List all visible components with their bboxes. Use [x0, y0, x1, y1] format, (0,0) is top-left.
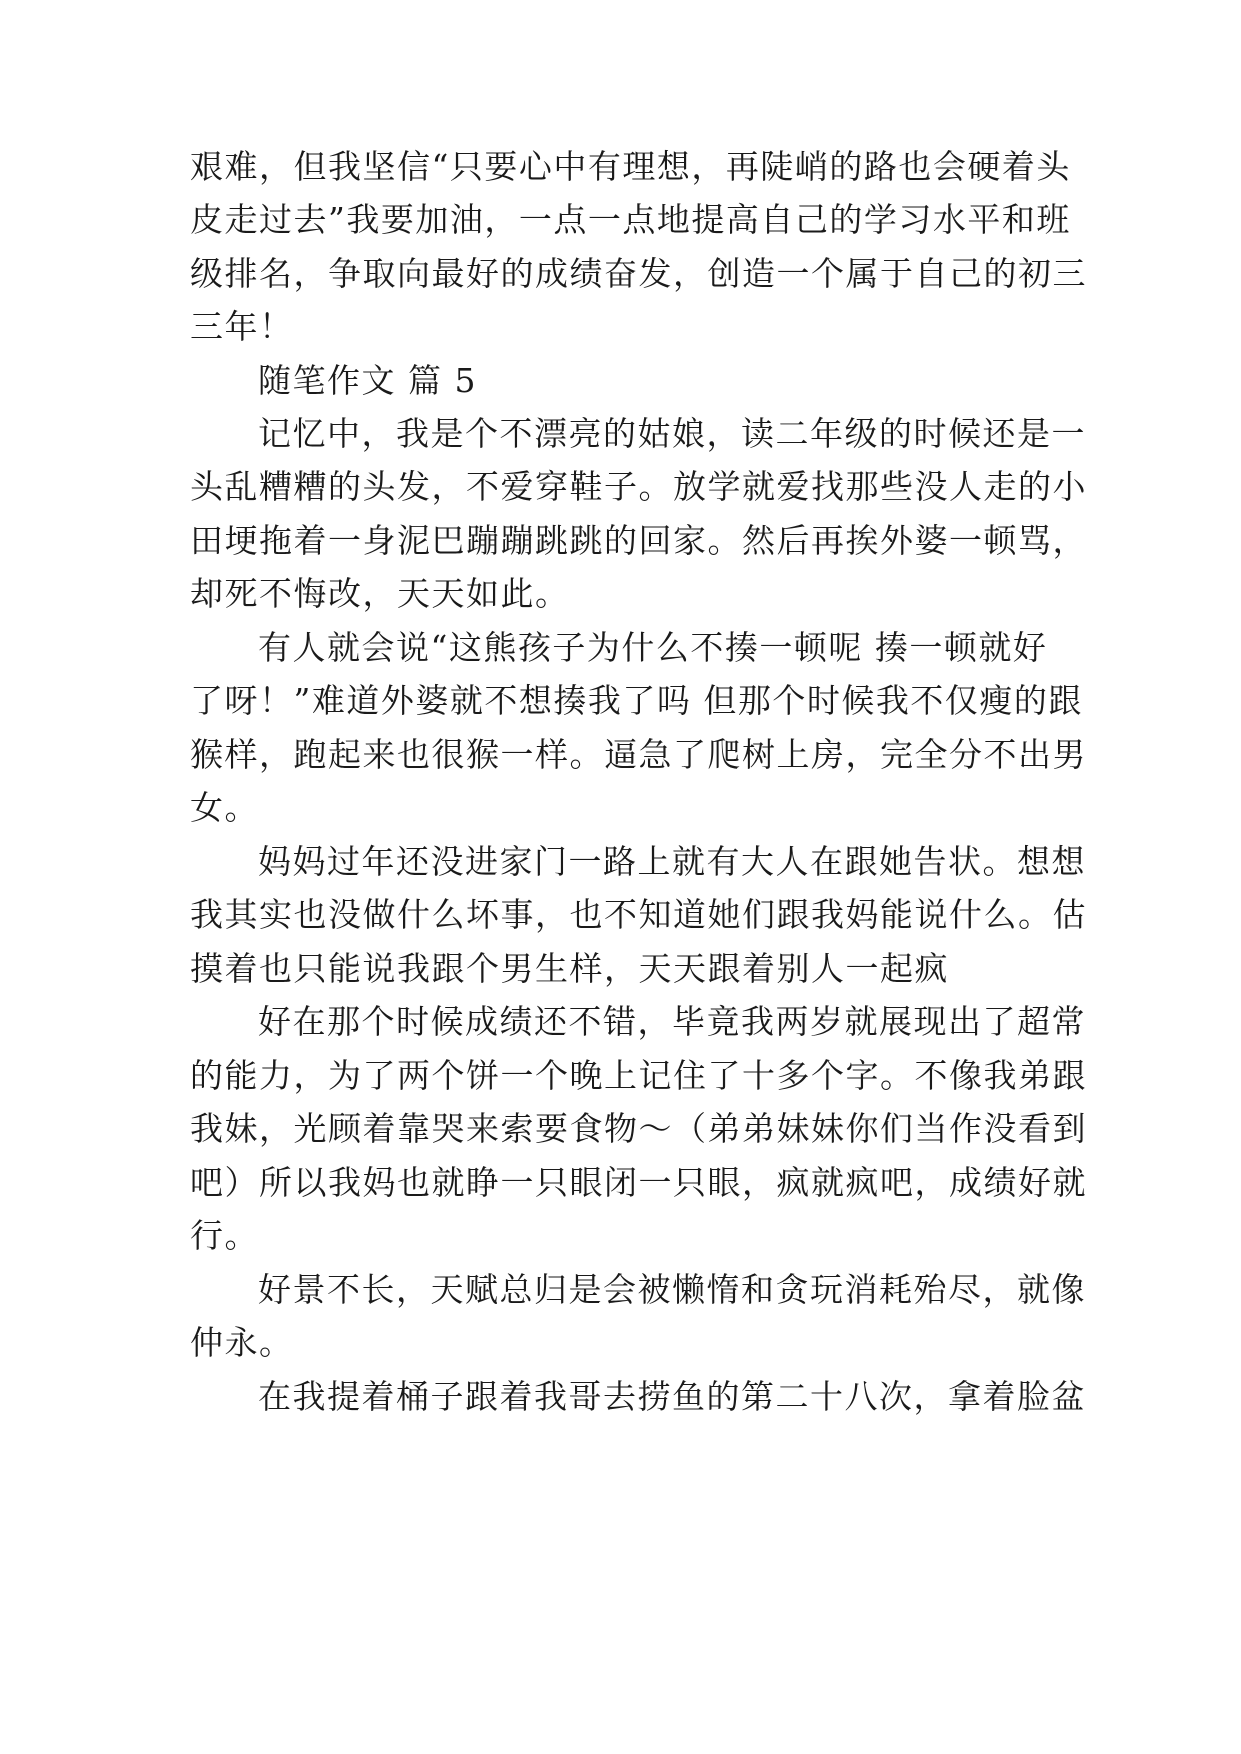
text-line: 的能力，为了两个饼一个晚上记住了十多个字。不像我弟跟 — [190, 1056, 1087, 1095]
text-line: 田埂拖着一身泥巴蹦蹦跳跳的回家。然后再挨外婆一顿骂， — [190, 521, 1087, 560]
text-line: 在我提着桶子跟着我哥去捞鱼的第二十八次，拿着脸盆 — [258, 1377, 1086, 1416]
text-line: 行。 — [190, 1216, 259, 1255]
text-line: 了呀！”难道外婆就不想揍我了吗 但那个时候我不仅瘦的跟 — [190, 681, 1083, 720]
text-line: 猴样，跑起来也很猴一样。逼急了爬树上房，完全分不出男 — [190, 735, 1087, 774]
text-line: 吧）所以我妈也就睁一只眼闭一只眼，疯就疯吧，成绩好就 — [190, 1163, 1087, 1202]
text-line: 头乱糟糟的头发，不爱穿鞋子。放学就爱找那些没人走的小 — [190, 467, 1087, 506]
text-line: 三年！ — [190, 307, 294, 346]
text-line: 妈妈过年还没进家门一路上就有大人在跟她告状。想想 — [258, 842, 1086, 881]
text-line: 好景不长，天赋总归是会被懒惰和贪玩消耗殆尽，就像 — [258, 1270, 1086, 1309]
text-line: 级排名，争取向最好的成绩奋发，创造一个属于自己的初三 — [190, 254, 1087, 293]
text-line: 仲永。 — [190, 1323, 294, 1362]
text-line: 艰难，但我坚信“只要心中有理想，再陡峭的路也会硬着头 — [190, 147, 1071, 186]
text-line: 有人就会说“这熊孩子为什么不揍一顿呢 揍一顿就好 — [258, 628, 1048, 667]
section-heading: 随笔作文 篇 5 — [258, 361, 477, 400]
text-line: 我其实也没做什么坏事，也不知道她们跟我妈能说什么。估 — [190, 895, 1087, 934]
text-line: 却死不悔改，天天如此。 — [190, 574, 570, 613]
text-line: 女。 — [190, 788, 259, 827]
text-line: 我妹，光顾着靠哭来索要食物～（弟弟妹妹你们当作没看到 — [190, 1109, 1087, 1148]
text-line: 记忆中，我是个不漂亮的姑娘，读二年级的时候还是一 — [258, 414, 1086, 453]
text-line: 皮走过去”我要加油，一点一点地提高自己的学习水平和班 — [190, 200, 1071, 239]
text-line: 好在那个时候成绩还不错，毕竟我两岁就展现出了超常 — [258, 1002, 1086, 1041]
text-line: 摸着也只能说我跟个男生样，天天跟着别人一起疯 — [190, 949, 949, 988]
